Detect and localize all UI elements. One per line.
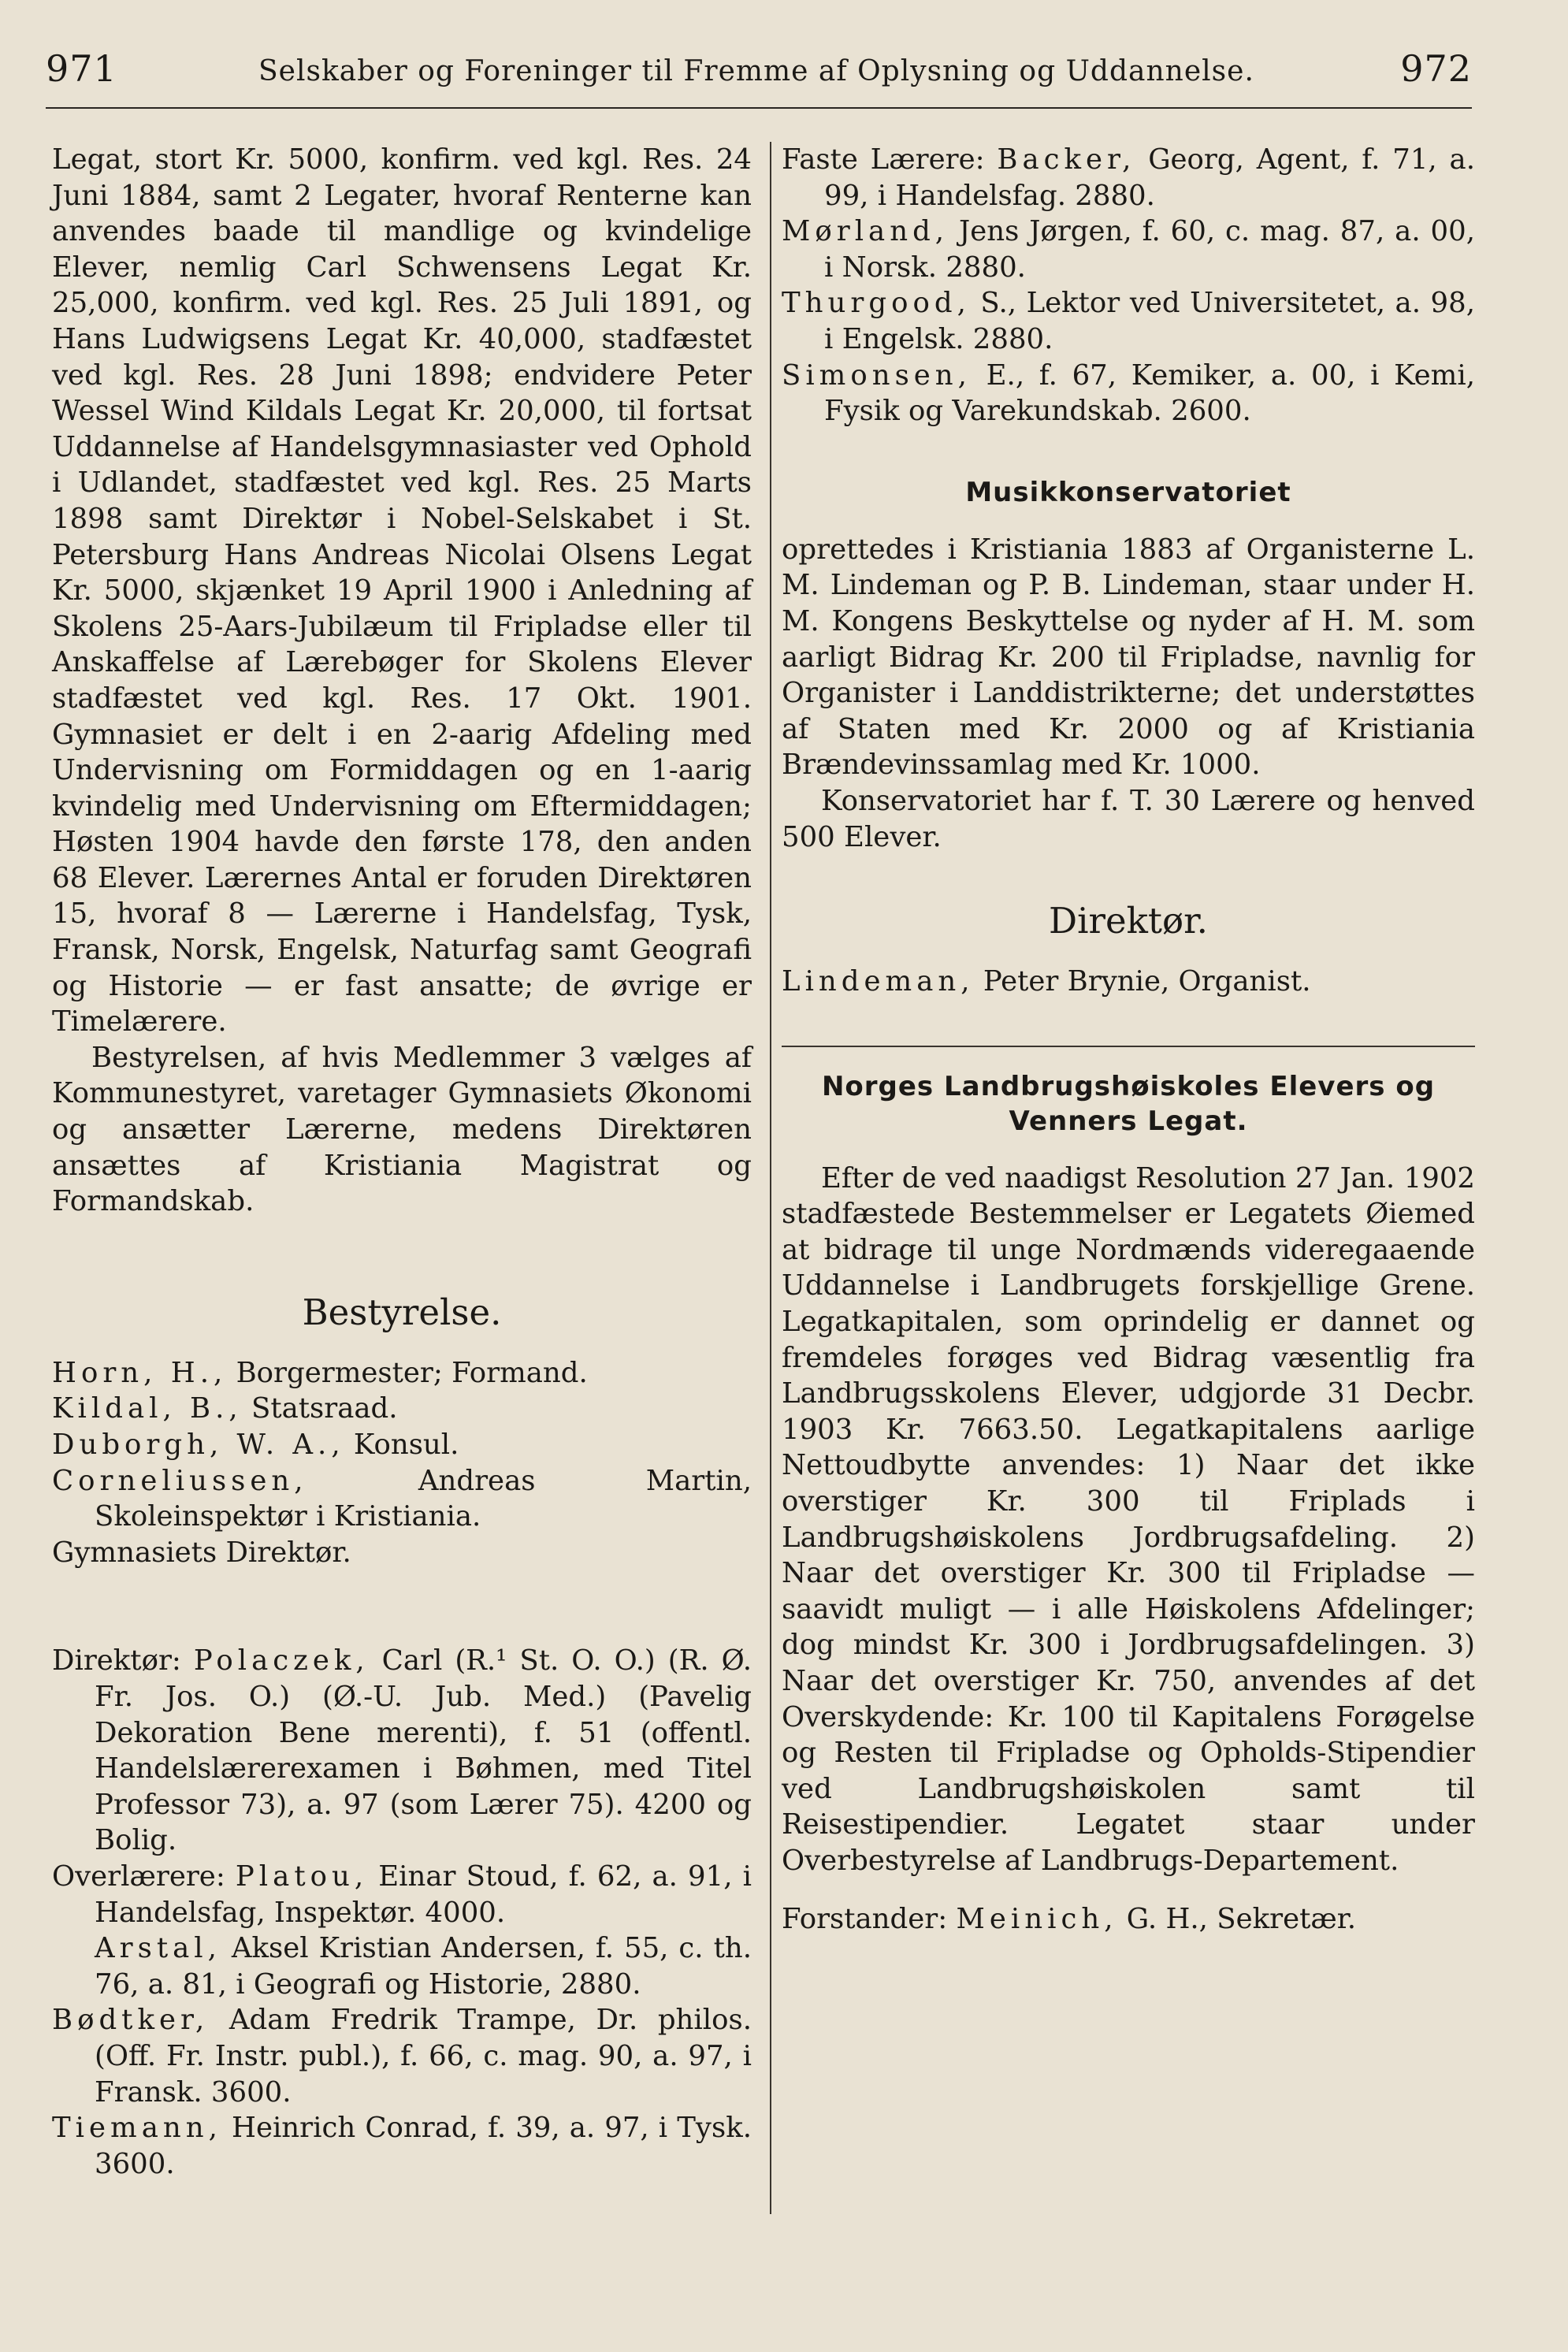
teacher-name: Thurgood, xyxy=(782,287,971,320)
forstander-entry xyxy=(782,1901,1475,1938)
teacher-details: Heinrich Conrad, f. 39, a. 97, i Tysk. 3600. xyxy=(95,2112,752,2180)
forstander-name: Meinich, xyxy=(956,1902,1118,1935)
board-member-name: Duborgh, W. A., xyxy=(52,1429,345,1461)
board-member xyxy=(52,1463,752,1535)
direktor-label: Direktør: xyxy=(52,1644,181,1678)
overlaerer-entry xyxy=(52,2002,752,2110)
page-header xyxy=(46,46,1472,109)
board-member-role: Borgermester; Formand. xyxy=(236,1356,588,1389)
teacher-name: Bødtker, xyxy=(52,2004,210,2037)
right-column xyxy=(782,142,1475,1937)
board-member-role: Konsul. xyxy=(353,1429,459,1461)
direktor-details: Peter Brynie, Organist. xyxy=(983,965,1311,998)
teacher-name: Mørland, xyxy=(782,215,949,248)
faste-entry xyxy=(782,285,1475,357)
overlaerer-entry xyxy=(52,1930,752,2002)
teacher-name: Backer, xyxy=(997,143,1136,176)
teacher-name: Simonsen, xyxy=(782,359,972,392)
faste-entry xyxy=(782,358,1475,429)
column-divider-upper xyxy=(770,142,771,1229)
overlaerer-entry xyxy=(52,1859,752,1930)
left-column xyxy=(52,142,752,2182)
direktor-name: Lindeman, xyxy=(782,965,975,998)
board-member-role: Andreas Martin, Skoleinspektør i Kristiania. xyxy=(95,1464,752,1533)
direktor-name: Polaczek, xyxy=(193,1644,370,1678)
legat-paragraph: Legat, stort Kr. 5000, konfirm. ved kgl. Res. 24 Juni 1884, samt 2 Legater, hvoraf Renterne kan anvendes baade til mandlige og kvindelige Elever, nemlig Carl Schwensens Legat Kr. 25,000, konfirm. ved kgl. Res. 25 Juli 1891, og Hans Ludwigsens Legat Kr. 40,000, stadfæstet ved kgl. Res. 28 Juni 1898; endvidere Peter Wessel Wind Kildals Legat Kr. 20,000, til fortsat Uddannelse af Handelsgymnasiaster ved Ophold i Udlandet, stadfæstet ved kgl. Res. 25 Marts 1898 samt Direktør i Nobel-Selskabet i St. Petersburg Hans Andreas Nicolai Olsens Legat Kr. 5000, skjænket 19 April 1900 i Anledning af Skolens 25-Aars-Jubilæum til Fripladse eller til Anskaffelse af Lærebøger for Skolens Elever stadfæstet ved kgl. Res. 17 Okt. 1901. Gymnasiet er delt i en 2-aarig Afdeling med Undervisning om Formiddagen og en 1-aarig kvindelig med Undervisning om Eftermiddagen; Høsten 1904 havde den første 178, den anden 68 Elever. Lærernes Antal er foruden Direktøren 15, hvoraf 8 — Lærerne i Handelsfag, Tysk, Fransk, Norsk, Engelsk, Naturfag samt Geografi og Historie — er fast ansatte; de øvrige er Timelærere. xyxy=(52,143,752,1039)
teacher-name: Platou, xyxy=(235,1860,369,1893)
faste-entry xyxy=(782,214,1475,285)
overlaerere-label: Overlærere: xyxy=(52,1860,225,1893)
page-number-right: 972 xyxy=(1400,47,1472,90)
musik-paragraph: oprettedes i Kristiania 1883 af Organisterne L. M. Lindeman og P. B. Lindeman, staar under H. M. Kongens Beskyttelse og nyder af H. M. som aarligt Bidrag Kr. 200 til Fripladse, navnlig for Organister i Landdistrikterne; det understøttes af Staten med Kr. 2000 og af Kristiania Brændevinssamlag med Kr. 1000. xyxy=(782,533,1475,782)
faste-entry xyxy=(782,142,1475,214)
board-member xyxy=(52,1391,752,1427)
board-member xyxy=(52,1355,752,1392)
overlaerer-entry xyxy=(52,2110,752,2182)
teacher-details: Einar Stoud, f. 62, a. 91, i Handelsfag, Inspektør. 4000. xyxy=(95,1860,752,1929)
running-title: Selskaber og Foreninger til Fremme af Oplysning og Uddannelse. xyxy=(258,55,1254,87)
page-number-left: 971 xyxy=(46,47,117,90)
teacher-name: Tiemann, xyxy=(52,2112,222,2145)
musikkonservatoriet-heading: Musikkonservatoriet xyxy=(965,476,1291,508)
teacher-details: Jens Jørgen, f. 60, c. mag. 87, a. 00, i Norsk. 2880. xyxy=(824,215,1475,284)
teacher-details: Aksel Kristian Andersen, f. 55, c. th. 76, a. 81, i Geografi og Historie, 2880. xyxy=(95,1932,752,2001)
musik-paragraph-2: Konservatoriet har f. T. 30 Lærere og henved 500 Elever. xyxy=(782,784,1475,853)
teacher-name: Arstal, xyxy=(95,1932,221,1965)
forstander-label: Forstander: xyxy=(782,1902,948,1935)
landbrug-legat-heading-1: Norges Landbrugshøiskoles Elevers og xyxy=(821,1070,1436,1102)
musik-direktor-entry xyxy=(782,964,1475,1000)
board-member-name: Corneliussen, xyxy=(52,1464,308,1497)
teacher-details: E., f. 67, Kemiker, a. 00, i Kemi, Fysik og Varekundskab. 2600. xyxy=(824,359,1475,428)
teacher-details: S., Lektor ved Universitetet, a. 98, i Engelsk. 2880. xyxy=(824,287,1475,355)
direktor-details: Carl (R.¹ St. O. O.) (R. Ø. Fr. Jos. O.) (Ø.-U. Jub. Med.) (Pavelig Dekoration Bene merenti), f. 51 (offentl. Handelslærerexamen i Bøhmen, med Titel Professor 73), a. 97 (som Lærer 75). 4200 og Bolig. xyxy=(95,1644,752,1857)
forstander-details: G. H., Sekretær. xyxy=(1126,1902,1357,1935)
column-divider-lower xyxy=(770,1229,771,2214)
board-member-name: Kildal, B., xyxy=(52,1392,243,1425)
teacher-details: Georg, Agent, f. 71, a. 99, i Handelsfag. 2880. xyxy=(824,143,1475,212)
landbrug-legat-paragraph: Efter de ved naadigst Resolution 27 Jan. 1902 stadfæstede Bestemmelser er Legatets Øiemed at bidrage til unge Nordmænds videregaaende Uddannelse i Landbrugets forskjellige Grene. Legatkapitalen, som oprindelig er dannet og fremdeles forøges ved Bidrag væsentlig fra Landbrugsskolens Elever, udgjorde 31 Decbr. 1903 Kr. 7663.50. Legatkapitalens aarlige Nettoudbytte anvendes: 1) Naar det ikke overstiger Kr. 300 til Friplads i Landbrugshøiskolens Jordbrugsafdeling. 2) Naar det overstiger Kr. 300 til Fripladse — saavidt muligt — i alle Høiskolens Afdelinger; dog mindst Kr. 300 i Jordbrugsafdelingen. 3) Naar det overstiger Kr. 750, anvendes af det Overskydende: Kr. 100 til Kapitalens Forøgelse og Resten til Fripladse og Opholds-Stipendier ved Landbrugshøiskolen samt til Reisestipendier. Legatet staar under Overbestyrelse af Landbrugs-Departement. xyxy=(782,1161,1475,1877)
direktor-heading: Direktør. xyxy=(1049,900,1208,942)
bestyrelsen-paragraph: Bestyrelsen, af hvis Medlemmer 3 vælges af Kommunestyret, varetager Gymnasiets Økonomi og ansætter Lærerne, medens Direktøren ansættes af Kristiania Magistrat og Formandskab. xyxy=(52,1041,752,1218)
faste-label: Faste Lærere: xyxy=(782,143,985,176)
board-member-last: Gymnasiets Direktør. xyxy=(52,1536,351,1569)
teacher-details: Adam Fredrik Trampe, Dr. philos. (Off. Fr. Instr. publ.), f. 66, c. mag. 90, a. 97, i Fransk. 3600. xyxy=(95,2004,752,2109)
bestyrelse-heading: Bestyrelse. xyxy=(302,1291,502,1333)
board-member-name: Horn, H., xyxy=(52,1356,228,1389)
direktor-entry xyxy=(52,1643,752,1859)
board-member-role: Statsraad. xyxy=(251,1392,398,1425)
landbrug-legat-heading-2: Venners Legat. xyxy=(1009,1105,1248,1137)
board-member xyxy=(52,1427,752,1463)
